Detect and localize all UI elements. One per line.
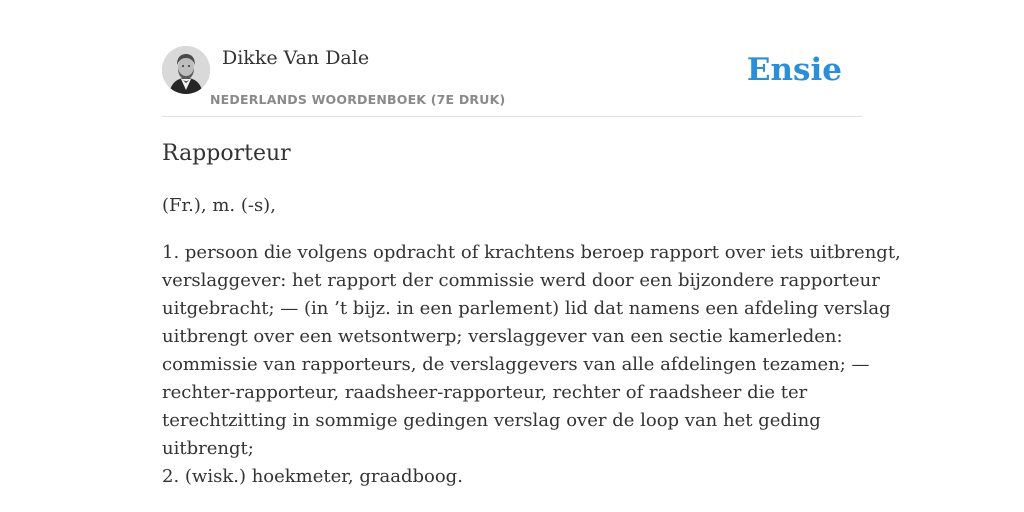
definition-line: 2. (wisk.) hoekmeter, graadboog.: [162, 466, 463, 487]
entry-grammar: (Fr.), m. (-s),: [162, 195, 276, 216]
dictionary-source[interactable]: NEDERLANDS WOORDENBOEK (7E DRUK): [210, 92, 506, 107]
page-header: [162, 46, 862, 117]
definition-line: verslaggever: het rapport der commissie werd door een bijzondere rapporteur: [162, 270, 880, 291]
definition-line: uitbrengt;: [162, 438, 254, 459]
definition-line: uitgebracht; — (in ’t bijz. in een parlement) lid dat namens een afdeling verslag: [162, 298, 891, 319]
author-name[interactable]: Dikke Van Dale: [222, 47, 370, 69]
ensie-logo-link[interactable]: Ensie: [746, 52, 842, 88]
definition-line: 1. persoon die volgens opdracht of krachtens beroep rapport over iets uitbrengt,: [162, 242, 901, 263]
definition-line: rechter-rapporteur, raadsheer-rapporteur, rechter of raadsheer die ter: [162, 382, 808, 403]
entry-title: Rapporteur: [162, 141, 291, 166]
portrait-image: [162, 46, 210, 94]
definition-line: uitbrengt over een wetsontwerp; verslaggever van een sectie kamerleden:: [162, 326, 843, 347]
entry-definition: [162, 239, 901, 491]
definition-line: commissie van rapporteurs, de verslaggevers van alle afdelingen tezamen; —: [162, 354, 870, 375]
definition-line: terechtzitting in sommige gedingen verslag over de loop van het geding: [162, 410, 821, 431]
author-avatar[interactable]: [162, 46, 210, 94]
entry-body: [162, 192, 901, 510]
